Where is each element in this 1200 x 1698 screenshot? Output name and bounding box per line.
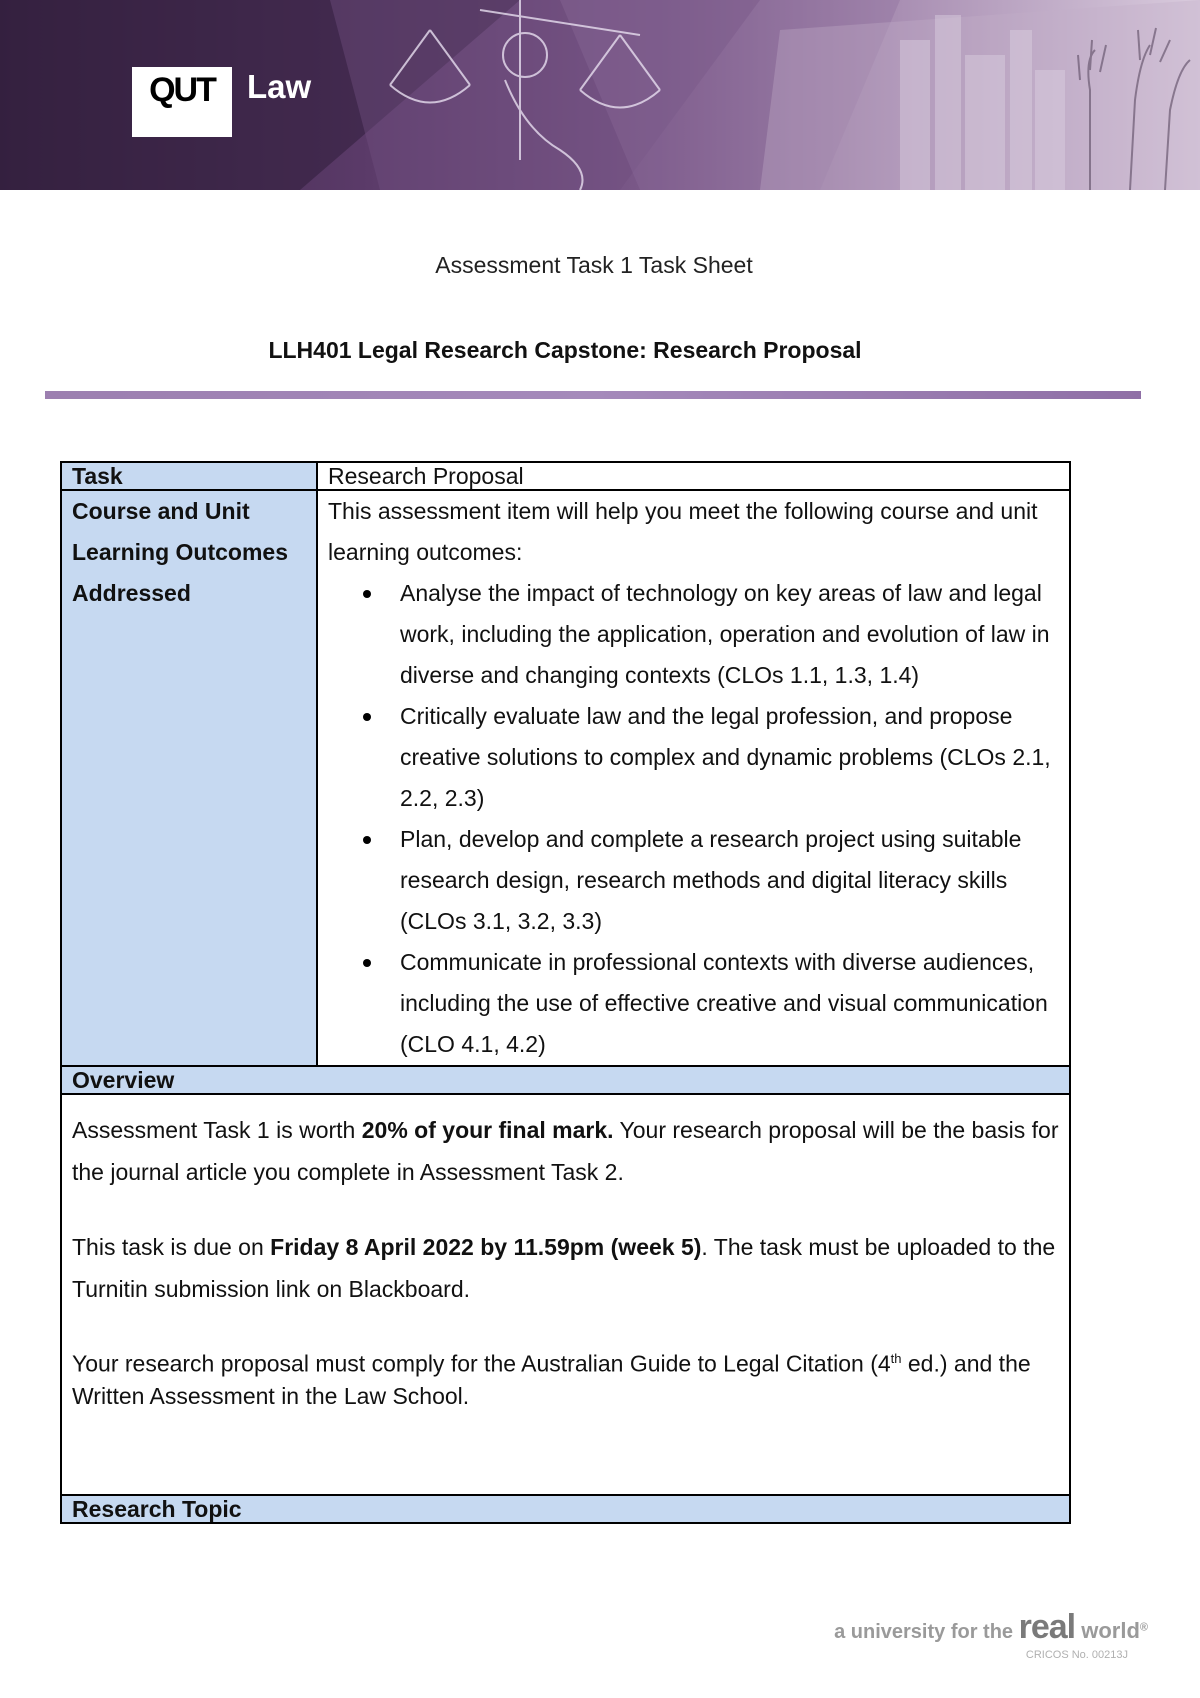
title-divider (45, 391, 1141, 399)
qut-logo (132, 67, 232, 137)
tagline-real: real (1018, 1608, 1076, 1646)
research-topic-heading: Research Topic (61, 1495, 1070, 1523)
weighting-emphasis: 20% of your final mark. (361, 1117, 614, 1143)
overview-row (61, 1094, 1070, 1495)
outcomes-row (61, 490, 1070, 1066)
topic-heading-row (61, 1495, 1070, 1523)
list-item: Communicate in professional contexts with diverse audiences, including the use of effective creative and visual communication (CLO 4.1, 4.2) (390, 942, 1059, 1065)
list-item: Plan, develop and complete a research project using suitable research design, research methods and digital literacy skills (CLOs 3.1, 3.2, 3.3) (390, 819, 1059, 942)
overview-citation: Your research proposal must comply for the Australian Guide to Legal Citation (4th ed.) and the Written Assessment in the Law School. (72, 1350, 1031, 1409)
qut-logo-text: QUT (149, 71, 215, 109)
outcomes-intro: This assessment item will help you meet the following course and unit learning outcomes: (328, 498, 1038, 565)
overview-due-date: This task is due on Friday 8 April 2022 by 11.59pm (week 5). The task must be uploaded to the Turnitin submission link on Blackboard. (72, 1234, 1056, 1302)
due-date-emphasis: Friday 8 April 2022 by 11.59pm (week 5) (270, 1234, 702, 1260)
faculty-name: Law (247, 68, 312, 105)
overview-heading: Overview (61, 1066, 1070, 1094)
overview-heading-row (61, 1066, 1070, 1094)
footer-tagline: a university for the real world® CRICOS No. 00213J (834, 1608, 1148, 1661)
outcomes-cell (317, 490, 1070, 1066)
header-banner (0, 0, 1200, 190)
outcomes-list (328, 573, 1059, 1065)
task-value: Research Proposal (317, 462, 1070, 490)
task-table (60, 461, 1071, 1524)
outcomes-label: Course and Unit Learning Outcomes Addressed (61, 490, 317, 1066)
list-item: Analyse the impact of technology on key areas of law and legal work, including the application, operation and evolution of law in diverse and changing contexts (CLOs 1.1, 1.3, 1.4) (390, 573, 1059, 696)
overview-weighting: Assessment Task 1 is worth 20% of your final mark. Your research proposal will be the basis for the journal article you complete in Assessment Task 2. (72, 1117, 1059, 1185)
overview-cell (61, 1094, 1070, 1495)
document-title: LLH401 Legal Research Capstone: Research Proposal (268, 337, 862, 363)
list-item: Critically evaluate law and the legal profession, and propose creative solutions to complex and dynamic problems (CLOs 2.1, 2.2, 2.3) (390, 696, 1059, 819)
cricos-number: CRICOS No. 00213J (1025, 1649, 1128, 1661)
document-subtitle: Assessment Task 1 Task Sheet (435, 252, 753, 278)
task-label: Task (61, 462, 317, 490)
task-row (61, 462, 1070, 490)
